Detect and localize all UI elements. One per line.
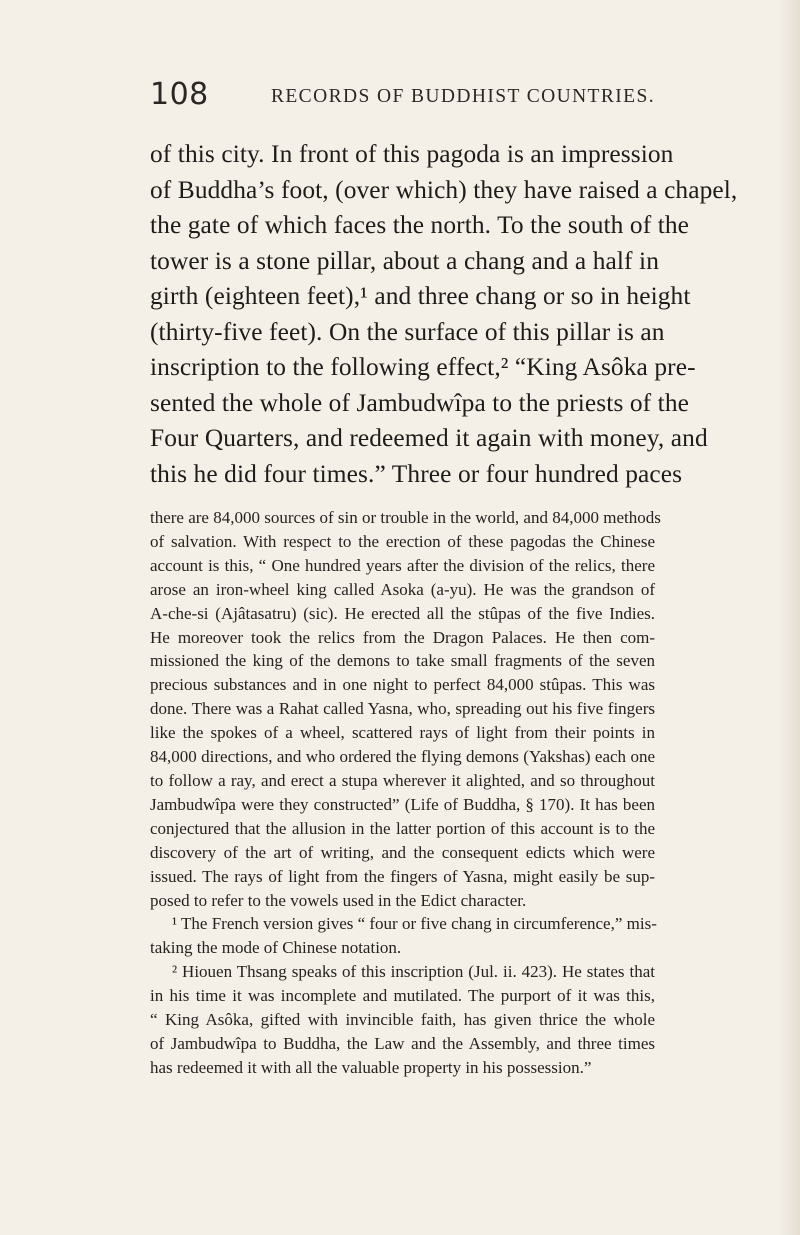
footnote-line: account is this, “ One hundred years after the division of the relics, there <box>150 555 655 575</box>
footnote-line: ¹ The French version gives “ four or five chang in circumference,” mis- <box>172 914 657 934</box>
footnote-line: has redeemed it with all the valuable property in his possession.” <box>150 1057 592 1077</box>
footnote-line: to follow a ray, and erect a stupa wherever it alighted, and so throughout <box>150 770 655 790</box>
footnote-line: arose an iron-wheel king called Asoka (a-yu). He was the grandson of <box>150 579 655 599</box>
body-line: tower is a stone pillar, about a chang and a half in <box>150 246 660 275</box>
page-header <box>150 77 655 120</box>
page-edge-shadow <box>778 0 800 1235</box>
running-head: RECORDS OF BUDDHIST COUNTRIES. <box>270 86 655 107</box>
footnote-line: missioned the king of the demons to take small fragments of the seven <box>150 651 655 671</box>
footnote-line: done. There was a Rahat called Yasna, who, spreading out his five fingers <box>150 699 655 719</box>
footnote-line: issued. The rays of light from the fingers of Yasna, might easily be sup- <box>150 866 655 886</box>
footnote-line: “ King Asôka, gifted with invincible faith, has given thrice the whole <box>150 1010 655 1030</box>
footnote-line: of salvation. With respect to the erection of these pagodas the Chinese <box>150 531 655 551</box>
body-line: of Buddha’s foot, (over which) they have raised a chapel, <box>150 175 738 204</box>
body-line: inscription to the following effect,² “King Asôka pre- <box>150 353 696 381</box>
footnote-line: in his time it was incomplete and mutilated. The purport of it was this, <box>150 986 655 1006</box>
footnote-line: He moreover took the relics from the Dragon Palaces. He then com- <box>150 627 655 647</box>
footnote-line: conjectured that the allusion in the latter portion of this account is to the <box>150 818 655 838</box>
footnote-line: there are 84,000 sources of sin or trouble in the world, and 84,000 methods <box>150 508 661 527</box>
footnote-line: of Jambudwîpa to Buddha, the Law and the Assembly, and three times <box>150 1033 655 1053</box>
footnote-line: taking the mode of Chinese notation. <box>150 938 402 958</box>
body-line: this he did four times.” Three or four hundred paces <box>150 459 683 488</box>
body-line: (thirty-five feet). On the surface of this pillar is an <box>150 317 665 346</box>
footnote-line: ² Hiouen Thsang speaks of this inscription (Jul. ii. 423). He states that <box>172 962 655 982</box>
footnote-line: precious substances and in one night to perfect 84,000 stûpas. This was <box>150 675 655 695</box>
body-line: Four Quarters, and redeemed it again with money, and <box>150 424 708 452</box>
footnote-line: 84,000 directions, and who ordered the flying demons (Yakshas) each one <box>150 747 655 767</box>
footnote-line: A-che-si (Ajâtasatru) (sic). He erected all the stûpas of the five Indies. <box>150 603 655 623</box>
page-number: 108 <box>150 77 209 112</box>
footnote-line: posed to refer to the vowels used in the Edict character. <box>150 890 527 910</box>
footnote-continuation <box>150 506 661 912</box>
body-line: the gate of which faces the north. To the south of the <box>150 211 690 239</box>
body-line: sented the whole of Jambudwîpa to the priests of the <box>150 388 689 417</box>
footnote-line: discovery of the art of writing, and the consequent edicts which were <box>150 842 655 862</box>
body-line: girth (eighteen feet),¹ and three chang or so in height <box>150 282 691 310</box>
footnotes <box>150 506 661 1080</box>
main-text <box>150 137 738 492</box>
footnote-1 <box>150 912 655 960</box>
footnote-line: like the spokes of a wheel, scattered rays of light from their points in <box>150 723 655 743</box>
footnote-line: Jambudwîpa were they constructed” (Life of Buddha, § 170). It has been <box>150 794 655 814</box>
footnote-2 <box>150 960 655 1080</box>
body-line: of this city. In front of this pagoda is an impression <box>150 140 674 168</box>
